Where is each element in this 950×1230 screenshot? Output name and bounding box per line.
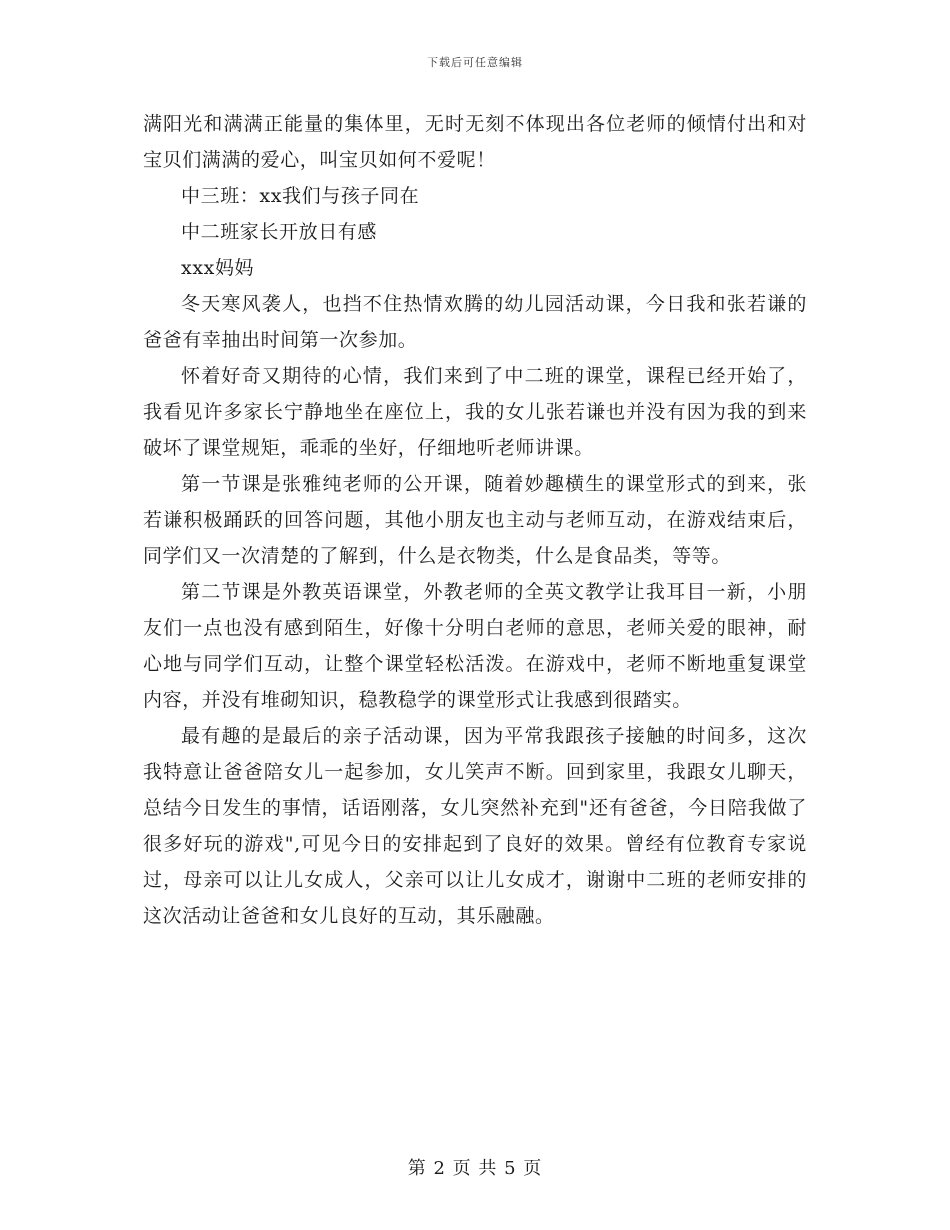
paragraph: 最有趣的是最后的亲子活动课，因为平常我跟孩子接触的时间多，这次我特意让爸爸陪女儿一起参加，女儿笑声不断。回到家里，我跟女儿聊天，总结今日发生的事情，话语刚落，女儿突然补充到"还有爸爸，今日陪我做了很多好玩的游戏",可见今日的安排起到了良好的效果。曾经有位教育专家说过，母亲可以让儿女成人，父亲可以让儿女成才，谢谢中二班的老师安排的这次活动让爸爸和女儿良好的互动，其乐融融。 [143, 725, 807, 927]
paragraph: 冬天寒风袭人，也挡不住热情欢腾的幼儿园活动课，今日我和张若谦的爸爸有幸抽出时间第一次参加。 [143, 293, 807, 351]
article-title: 中二班家长开放日有感 [181, 221, 378, 243]
page-number-footer: 第 2 页 共 5 页 [407, 1158, 543, 1179]
paragraph: 第二节课是外教英语课堂，外教老师的全英文教学让我耳目一新，小朋友们一点也没有感到陌生，好像十分明白老师的意思，老师关爱的眼神，耐心地与同学们互动，让整个课堂轻松活泼。在游戏中，老师不断地重复课堂内容，并没有堆砌知识，稳教稳学的课堂形式让我感到很踏实。 [143, 581, 807, 711]
paragraph: 怀着好奇又期待的心情，我们来到了中二班的课堂，课程已经开始了，我看见许多家长宁静地坐在座位上，我的女儿张若谦也并没有因为我的到来破坏了课堂规矩，乖乖的坐好，仔细地听老师讲课。 [143, 365, 807, 459]
section-title: 中三班：xx我们与孩子同在 [181, 185, 420, 207]
author-line: xxx妈妈 [181, 257, 255, 279]
header-note: 下载后可任意编辑 [427, 56, 523, 69]
document-body [143, 106, 807, 934]
paragraph: 第一节课是张雅纯老师的公开课，随着妙趣横生的课堂形式的到来，张若谦积极踊跃的回答问题，其他小朋友也主动与老师互动，在游戏结束后，同学们又一次清楚的了解到，什么是衣物类，什么是食品类，等等。 [143, 473, 807, 567]
paragraph: 满阳光和满满正能量的集体里，无时无刻不体现出各位老师的倾情付出和对宝贝们满满的爱心，叫宝贝如何不爱呢！ [143, 113, 807, 171]
